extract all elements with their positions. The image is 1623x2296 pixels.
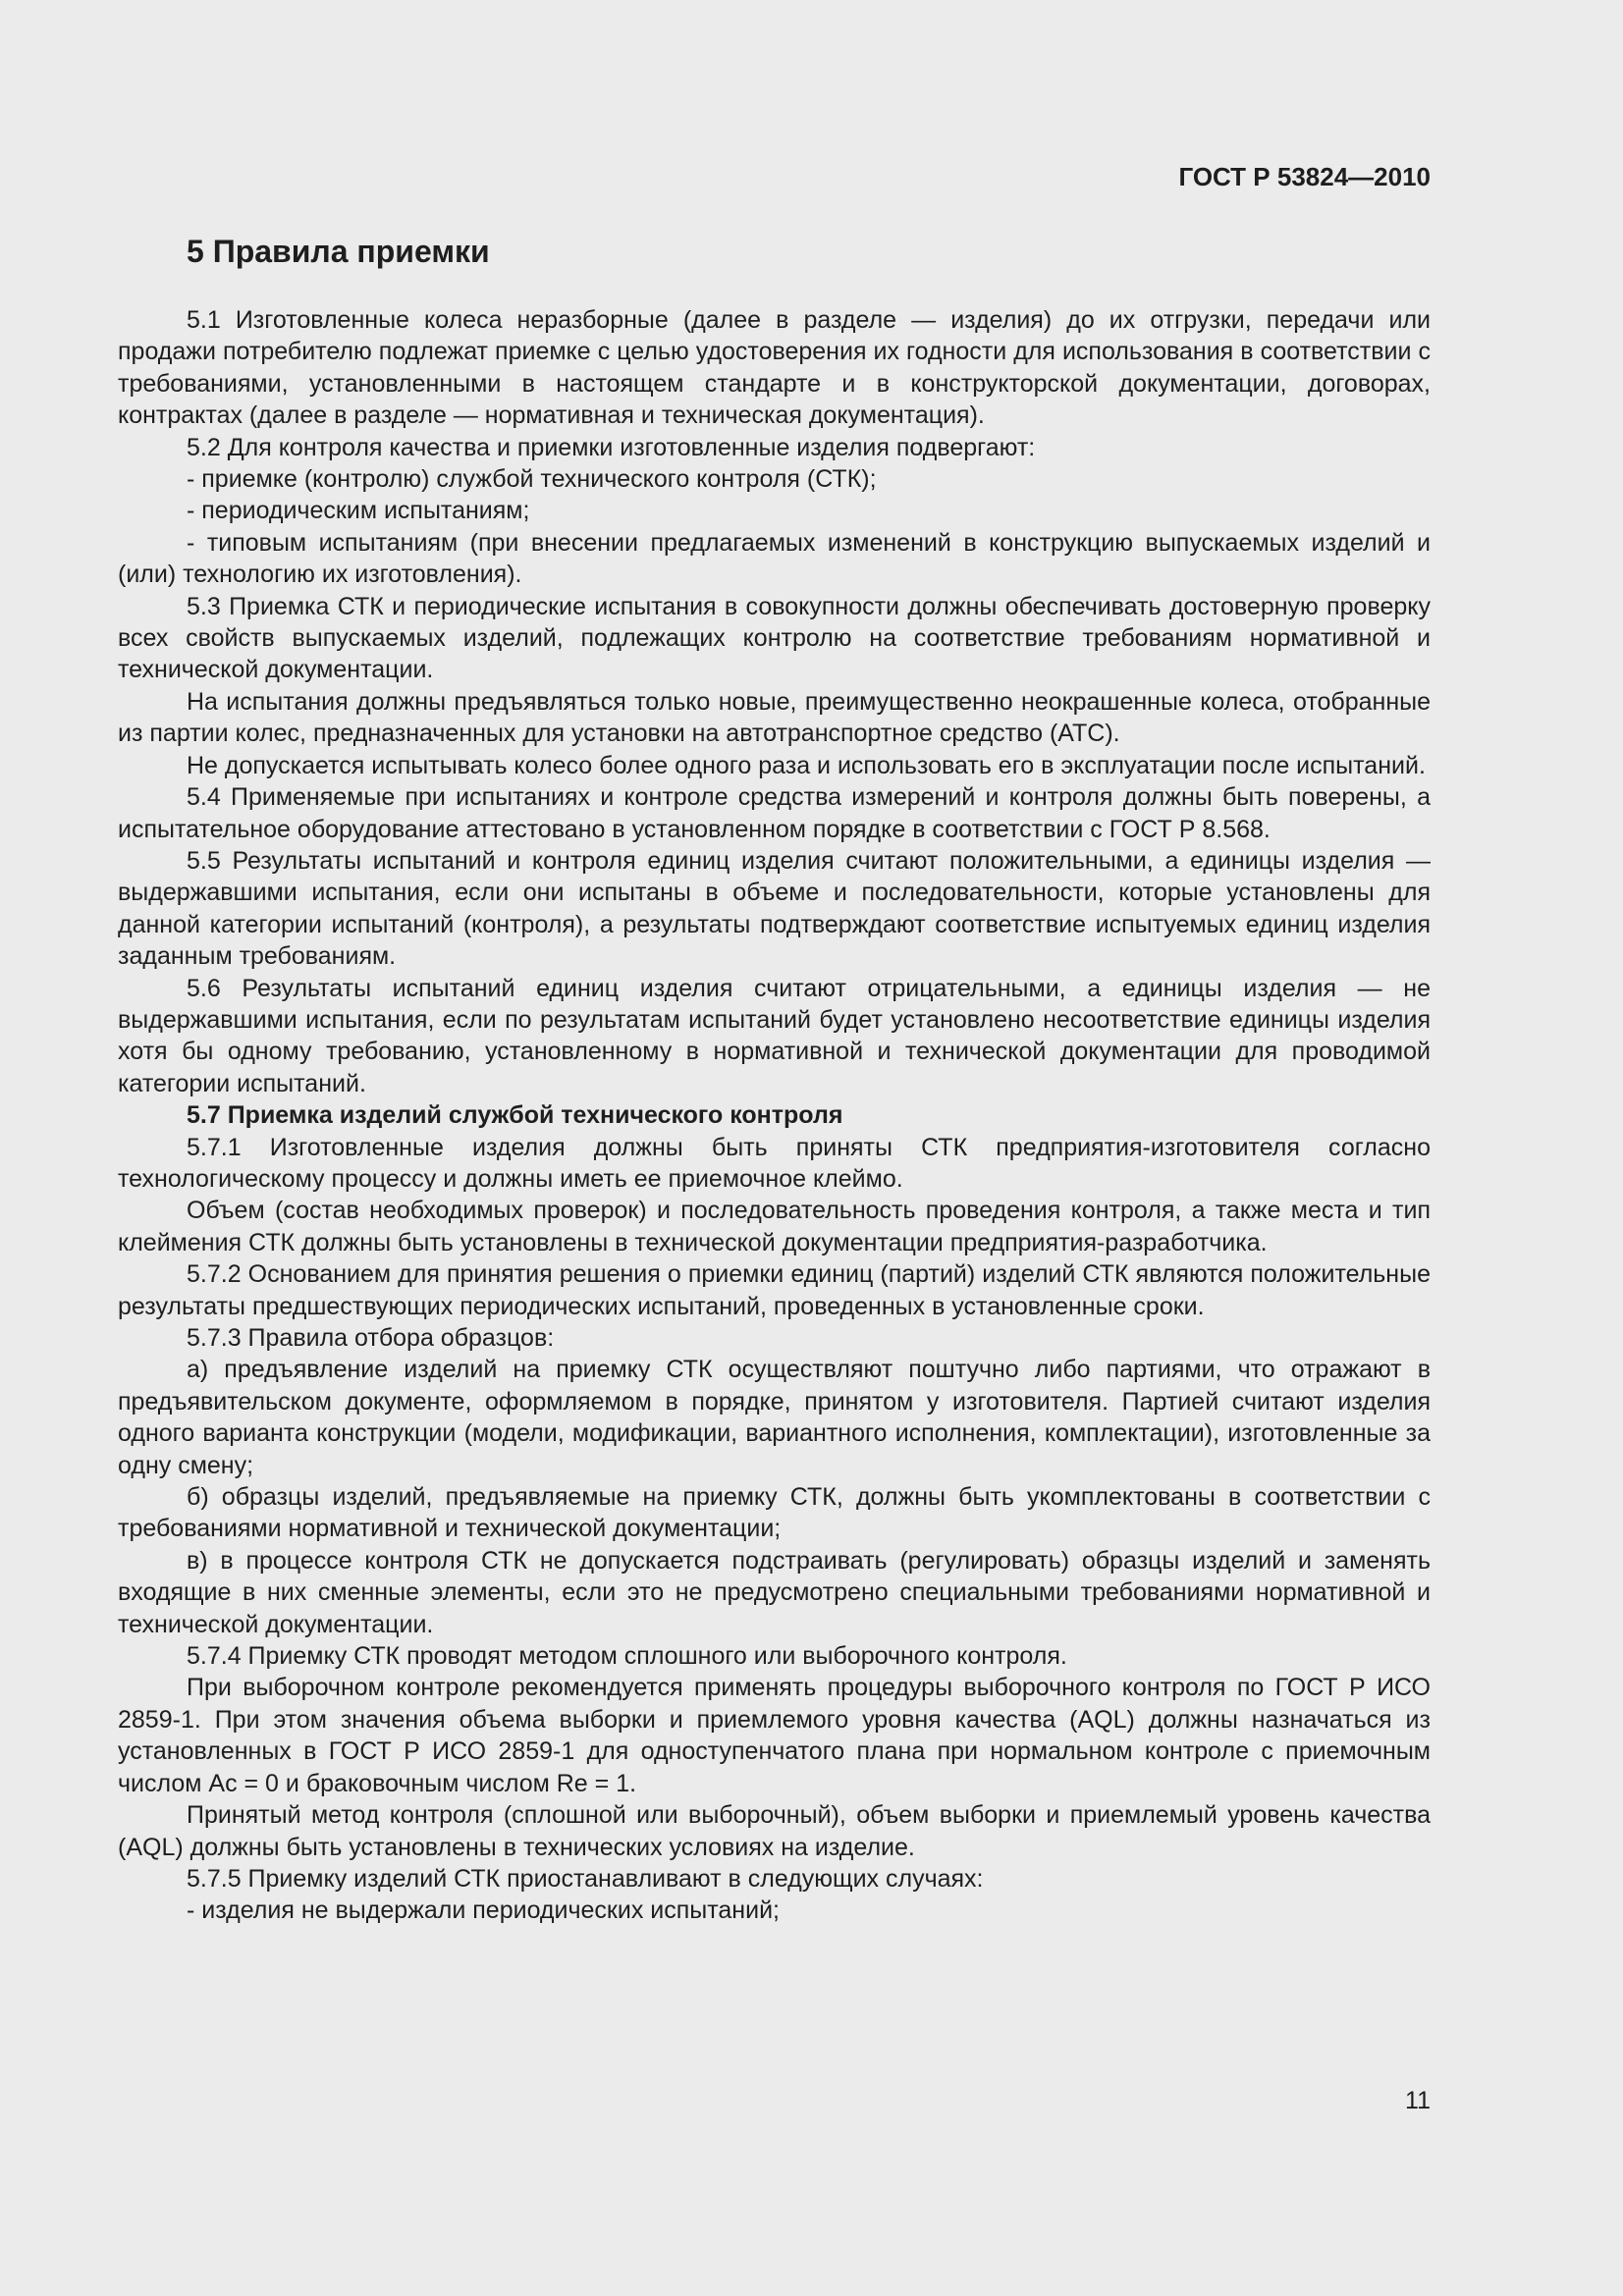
- paragraph: При выборочном контроле рекомендуется применять процедуры выборочного контроля по ГОСТ Р ИСО 2859-1. При этом значения объема выборки и приемлемого уровня качества (AQL) должны назначаться из установленных в ГОСТ Р ИСО 2859-1 для одноступенчатого плана при нормальном контроле с приемочным числом Ac = 0 и браковочным числом Re = 1.: [118, 1674, 1431, 1797]
- paragraph-5-6: 5.6 Результаты испытаний единиц изделия считают отрицательными, а единицы изделия — не выдержавшими испытания, если по результатам испытаний будет установлено несоответствие единицы изделия хотя бы одному требованию, установленному в нормативной и технической документации для проводимой категории испытаний.: [118, 974, 1431, 1097]
- paragraph: Не допускается испытывать колесо более одного раза и использовать его в эксплуатации после испытаний.: [187, 751, 1426, 779]
- list-item: б) образцы изделий, предъявляемые на приемку СТК, должны быть укомплектованы в соответствии с требованиями нормативной и технической документации;: [118, 1483, 1431, 1543]
- list-item: - приемке (контролю) службой технического контроля (СТК);: [187, 465, 877, 494]
- paragraph-5-7-1: 5.7.1 Изготовленные изделия должны быть приняты СТК предприятия-изготовителя согласно технологическому процессу и должны иметь ее приемочное клеймо.: [118, 1133, 1431, 1193]
- document-id-header: ГОСТ Р 53824—2010: [1178, 162, 1431, 191]
- list-item: в) в процессе контроля СТК не допускается подстраивать (регулировать) образцы изделий и заменять входящие в них сменные элементы, если это не предусмотрено специальными требованиями нормативной и технической документации.: [118, 1546, 1431, 1638]
- list-item: - периодическим испытаниям;: [187, 497, 530, 525]
- paragraph-5-7-3: 5.7.3 Правила отбора образцов:: [187, 1324, 555, 1352]
- paragraph-5-4: 5.4 Применяемые при испытаниях и контроле средства измерений и контроля должны быть поверены, а испытательное оборудование аттестовано в установленном порядке в соответствии с ГОСТ Р 8.568.: [118, 783, 1431, 843]
- paragraph-5-7-2: 5.7.2 Основанием для принятия решения о приемки единиц (партий) изделий СТК являются положительные результаты предшествующих периодических испытаний, проведенных в установленные сроки.: [118, 1260, 1431, 1320]
- paragraph-5-1: 5.1 Изготовленные колеса неразборные (далее в разделе — изделия) до их отгрузки, передачи или продажи потребителю подлежат приемке с целью удостоверения их годности для использования в соответствии с требованиями, установленными в настоящем стандарте и в конструкторской документации, договорах, контрактах (далее в разделе — нормативная и техническая документация).: [118, 306, 1431, 430]
- section-title: 5 Правила приемки: [187, 234, 490, 269]
- paragraph-5-2: 5.2 Для контроля качества и приемки изготовленные изделия подвергают:: [187, 433, 1036, 461]
- paragraph-5-5: 5.5 Результаты испытаний и контроля единиц изделия считают положительными, а единицы изделия — выдержавшими испытания, если они испытаны в объеме и последовательности, которые установлены для данной категории испытаний (контроля), а результаты подтверждают соответствие испытуемых единиц изделия заданным требованиям.: [118, 846, 1431, 971]
- list-item: - изделия не выдержали периодических испытаний;: [187, 1896, 780, 1925]
- paragraph: Объем (состав необходимых проверок) и последовательность проведения контроля, а также места и тип клеймения СТК должны быть установлены в технической документации предприятия-разработчика.: [118, 1197, 1431, 1256]
- paragraph: Принятый метод контроля (сплошной или выборочный), объем выборки и приемлемый уровень качества (AQL) должны быть установлены в технических условиях на изделие.: [118, 1801, 1431, 1861]
- list-item: а) предъявление изделий на приемку СТК осуществляют поштучно либо партиями, что отражают в предъявительском документе, оформляемом в порядке, принятом у изготовителя. Партией считают изделия одного варианта конструкции (модели, модификации, вариантного исполнения, комплектации), изготовленные за одну смену;: [118, 1356, 1431, 1479]
- document-body: [118, 304, 1431, 1927]
- paragraph-5-7-4: 5.7.4 Приемку СТК проводят методом сплошного или выборочного контроля.: [187, 1642, 1067, 1671]
- paragraph-5-7-5: 5.7.5 Приемку изделий СТК приостанавливают в следующих случаях:: [187, 1864, 984, 1893]
- page-number: 11: [1405, 2087, 1431, 2114]
- paragraph-5-3: 5.3 Приемка СТК и периодические испытания в совокупности должны обеспечивать достоверную проверку всех свойств выпускаемых изделий, подлежащих контролю на соответствие требованиям нормативной и технической документации.: [118, 592, 1431, 684]
- subsection-heading-5-7: 5.7 Приемка изделий службой технического контроля: [187, 1101, 843, 1130]
- list-item: - типовым испытаниям (при внесении предлагаемых изменений в конструкцию выпускаемых изделий и (или) технологию их изготовления).: [118, 528, 1431, 589]
- paragraph: На испытания должны предъявляться только новые, преимущественно неокрашенные колеса, отобранные из партии колес, предназначенных для установки на автотранспортное средство (АТС).: [118, 687, 1431, 748]
